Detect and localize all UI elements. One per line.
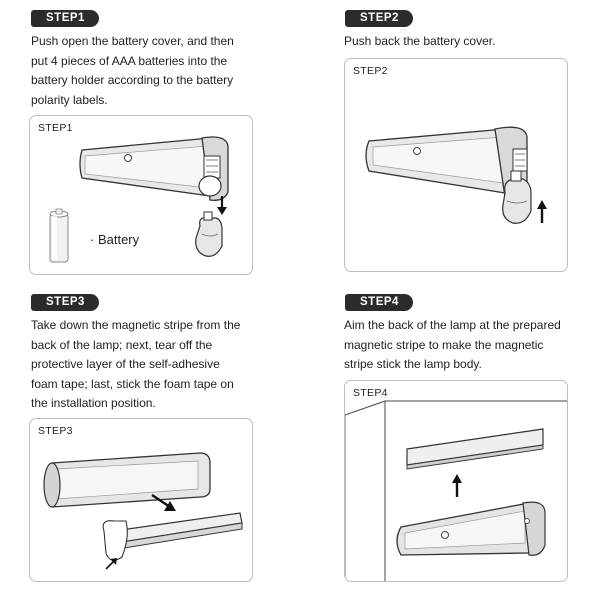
step-3-description [31, 316, 296, 414]
step-3-line-4: foam tape; last, stick the foam tape on [31, 376, 234, 391]
step-4-illustration-panel [344, 380, 568, 582]
step-2-illustration-panel [344, 58, 568, 272]
step-1-line-4: polarity labels. [31, 92, 108, 107]
battery-cover [196, 218, 222, 257]
step-3-line-1: Take down the magnetic stripe from the [31, 318, 241, 332]
step-3-line-5: the installation position. [31, 396, 156, 410]
step-2-description [344, 32, 594, 52]
step-2-panel-label: STEP2 [353, 65, 388, 77]
arrow-up-icon [537, 200, 547, 223]
arrow-up-icon [452, 474, 462, 497]
step-4-line-1: Aim the back of the lamp at the prepared [344, 318, 561, 332]
step-4 [300, 290, 600, 600]
step-1 [0, 0, 300, 290]
step-4-illustration [345, 381, 568, 582]
step-3-illustration [30, 419, 253, 582]
arrow-peel-icon [106, 558, 117, 569]
battery-label: · Battery [90, 232, 140, 247]
step-1-line-3: battery holder according to the battery [31, 73, 234, 87]
step-4-line-3: stripe stick the lamp body. [344, 357, 482, 371]
protective-layer [103, 521, 127, 560]
step-3-line-2: back of the lamp; next, tear off the [31, 337, 213, 352]
step-1-illustration [30, 116, 253, 275]
step-3 [0, 290, 300, 600]
step-1-illustration-panel [29, 115, 253, 275]
step-4-description [344, 316, 600, 375]
step-2-line-1: Push back the battery cover. [344, 34, 496, 48]
step-4-badge: STEP4 [348, 294, 413, 311]
step-3-illustration-panel [29, 418, 253, 582]
step-4-panel-label: STEP4 [353, 387, 388, 399]
step-2 [300, 0, 600, 290]
step-3-line-3: protective layer of the self-adhesive [31, 357, 220, 371]
step-3-badge: STEP3 [34, 294, 99, 311]
step-1-badge: STEP1 [34, 10, 99, 27]
step-2-badge: STEP2 [348, 10, 413, 27]
step-1-line-1: Push open the battery cover, and then [31, 34, 234, 48]
step-2-illustration [345, 59, 568, 272]
step-1-description [31, 32, 296, 110]
battery-icon [50, 209, 68, 262]
step-3-panel-label: STEP3 [38, 425, 73, 437]
step-1-line-2: put 4 pieces of AAA batteries into the [31, 53, 228, 68]
step-4-line-2: magnetic stripe to make the magnetic [344, 337, 544, 352]
step-1-panel-label: STEP1 [38, 122, 73, 134]
